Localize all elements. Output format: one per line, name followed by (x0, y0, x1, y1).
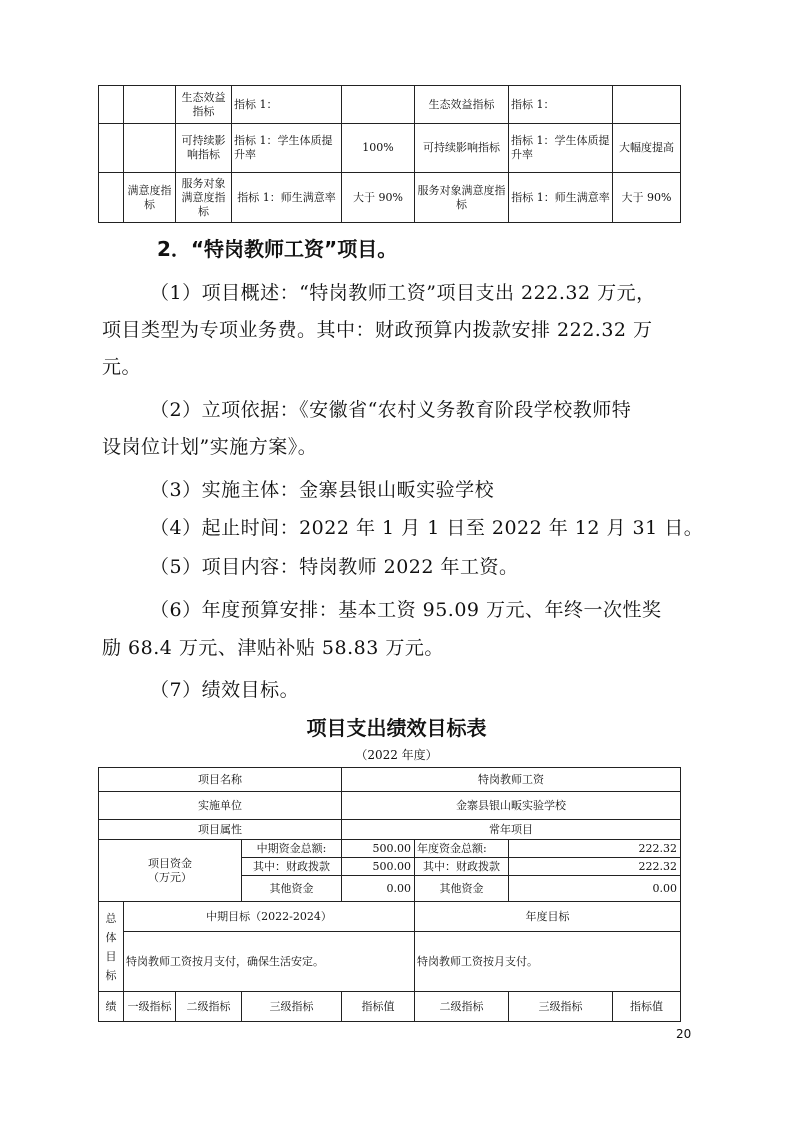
table-cell: 生态效益指标 (176, 86, 232, 124)
performance-target-table (98, 767, 681, 1022)
paragraph-line: 设岗位计划”实施方案》。 (102, 436, 318, 458)
table-cell: 指标 1： (232, 86, 342, 124)
funds-label (99, 840, 242, 902)
table-cell: 生态效益指标 (415, 86, 509, 124)
col-level2-header: 二级指标 (176, 992, 242, 1022)
mid-other-value: 0.00 (342, 876, 415, 902)
table-row (99, 902, 681, 932)
table-row (99, 768, 681, 792)
year-total-label: 年度资金总额: (415, 840, 509, 858)
paragraph-line: （6）年度预算安排：基本工资 95.09 万元、年终一次性奖 (150, 599, 662, 621)
paragraph-line: 项目类型为专项业务费。其中：财政预算内拨款安排 222.32 万 (102, 319, 653, 341)
year-fin-value: 222.32 (509, 858, 681, 876)
table-cell: 指标 1：学生体质提升率 (232, 124, 342, 173)
table-cell: 100% (342, 124, 415, 173)
funds-label-line1: 项目资金 (148, 856, 192, 870)
paragraph-line: （3）实施主体：金寨县银山畈实验学校 (150, 479, 495, 501)
table-cell (124, 124, 176, 173)
table-cell: 大于 90% (342, 173, 415, 223)
table-row (99, 992, 681, 1022)
performance-label: 绩 (99, 992, 124, 1022)
table-year: （2022 年度） (355, 748, 438, 762)
attribute-value: 常年项目 (342, 820, 681, 840)
paragraph-line: （5）项目内容：特岗教师 2022 年工资。 (150, 556, 519, 578)
table-row (99, 124, 681, 173)
table-cell: 满意度指标 (124, 173, 176, 223)
project-name-label: 项目名称 (99, 768, 342, 792)
year-goal-text: 特岗教师工资按月支付。 (415, 932, 681, 992)
table-title: 项目支出绩效目标表 (306, 716, 487, 740)
year-other-label: 其他资金 (415, 876, 509, 902)
col-level3-header-year: 三级指标 (509, 992, 613, 1022)
table-cell (99, 86, 124, 124)
indicator-table-top (98, 85, 681, 223)
paragraph-line: 励 68.4 万元、津贴补贴 58.83 万元。 (102, 637, 444, 659)
year-other-value: 0.00 (509, 876, 681, 902)
table-cell: 可持续影响指标 (415, 124, 509, 173)
table-cell (99, 124, 124, 173)
table-cell: 指标 1：学生体质提升率 (509, 124, 613, 173)
table-row (99, 792, 681, 820)
mid-other-label: 其他资金 (242, 876, 342, 902)
col-level1-header: 一级指标 (124, 992, 176, 1022)
paragraph-line: 元。 (102, 356, 142, 378)
table-cell (613, 86, 681, 124)
table-cell: 指标 1：师生满意率 (509, 173, 613, 223)
funds-label-line2: （万元） (148, 870, 192, 884)
mid-fin-value: 500.00 (342, 858, 415, 876)
mid-goal-text: 特岗教师工资按月支付，确保生活安定。 (124, 932, 415, 992)
col-value-header: 指标值 (342, 992, 415, 1022)
year-goal-header: 年度目标 (415, 902, 681, 932)
year-fin-label: 其中：财政拨款 (415, 858, 509, 876)
table-cell: 大幅度提高 (613, 124, 681, 173)
paragraph-line: （2）立项依据：《安徽省“农村义务教育阶段学校教师特 (150, 399, 632, 421)
mid-total-value: 500.00 (342, 840, 415, 858)
paragraph-line: （1）项目概述：“特岗教师工资”项目支出 222.32 万元， (150, 282, 656, 304)
unit-value: 金寨县银山畈实验学校 (342, 792, 681, 820)
table-cell: 可持续影响指标 (176, 124, 232, 173)
project-name-value: 特岗教师工资 (342, 768, 681, 792)
table-cell: 大于 90% (613, 173, 681, 223)
table-row (99, 840, 681, 858)
table-row (99, 820, 681, 840)
col-level3-header: 三级指标 (242, 992, 342, 1022)
mid-total-label: 中期资金总额: (242, 840, 342, 858)
section-heading: 2．“特岗教师工资”项目。 (157, 237, 398, 261)
col-level2-header-year: 二级指标 (415, 992, 509, 1022)
table-cell: 指标 1：师生满意率 (232, 173, 342, 223)
paragraph-line: （7）绩效目标。 (150, 679, 300, 701)
attribute-label: 项目属性 (99, 820, 342, 840)
mid-goal-header: 中期目标（2022-2024） (124, 902, 415, 932)
col-value-header-year: 指标值 (613, 992, 681, 1022)
table-cell (99, 173, 124, 223)
table-row (99, 86, 681, 124)
table-row (99, 932, 681, 992)
overall-goal-label: 总体目标 (99, 902, 124, 992)
table-cell (342, 86, 415, 124)
table-row (99, 173, 681, 223)
unit-label: 实施单位 (99, 792, 342, 820)
table-cell: 服务对象满意度指标 (176, 173, 232, 223)
paragraph-line: （4）起止时间：2022 年 1 月 1 日至 2022 年 12 月 31 日。 (150, 517, 704, 539)
page-number: 20 (676, 1027, 692, 1041)
table-cell (124, 86, 176, 124)
table-cell: 指标 1： (509, 86, 613, 124)
mid-fin-label: 其中：财政拨款 (242, 858, 342, 876)
year-total-value: 222.32 (509, 840, 681, 858)
table-cell: 服务对象满意度指标 (415, 173, 509, 223)
